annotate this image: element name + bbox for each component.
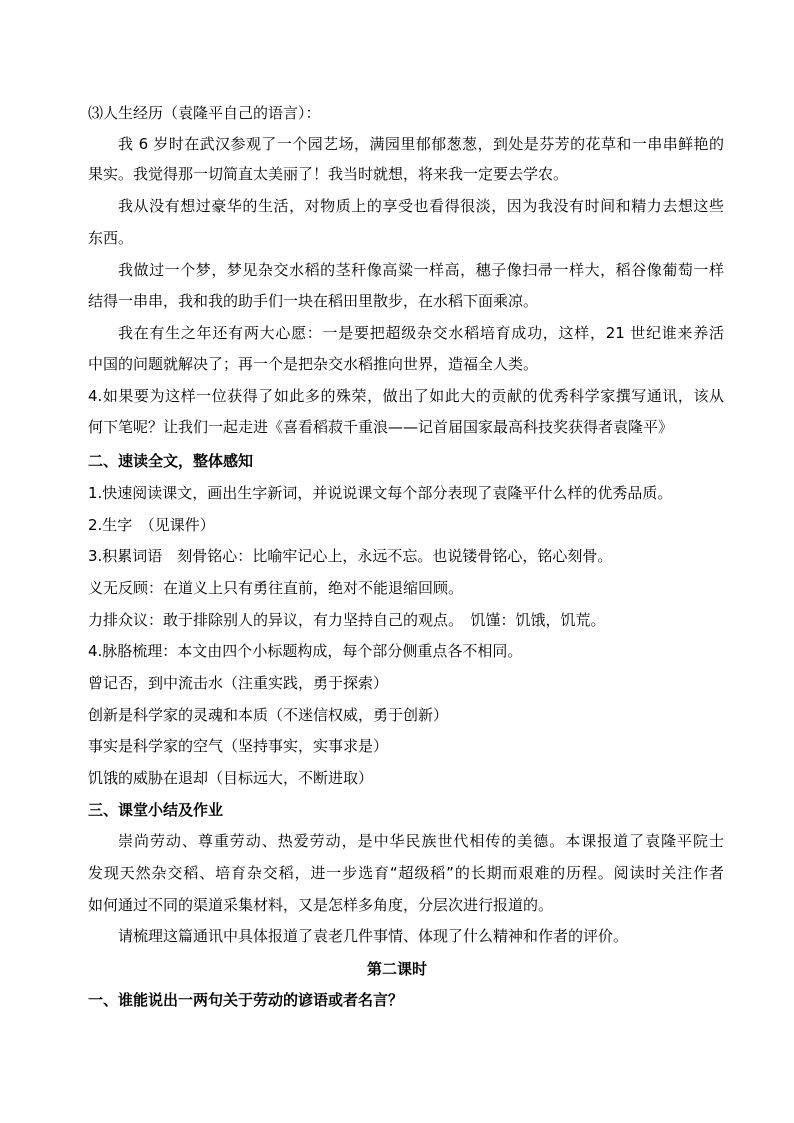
paragraph-line: 果实。我觉得那一切简直太美丽了！我当时就想，将来我一定要去学农。	[88, 165, 569, 183]
list-item: 创新是科学家的灵魂和本质（不迷信权威，勇于创新）	[88, 706, 449, 724]
list-item: 3.积累词语 刻骨铭心：比喻牢记心上，永远不忘。也说镂骨铭心，铭心刻骨。	[88, 547, 613, 565]
paragraph-line: 我 6 岁时在武汉参观了一个园艺场，满园里郁郁葱葱，到处是芬芳的花草和一串串鲜艳的	[118, 135, 724, 153]
paragraph-line: 我从没有想过豪华的生活，对物质上的享受也看得很淡，因为我没有时间和精力去想这些	[118, 197, 724, 215]
list-item: 曾记否，到中流击水（注重实践，勇于探索）	[88, 674, 389, 692]
paragraph-line: 结得一串串，我和我的助手们一块在稻田里散步，在水稻下面乘凉。	[88, 292, 539, 310]
list-item: 2.生字 （见课件）	[88, 516, 215, 534]
section-heading-3: 三、课堂小结及作业	[88, 801, 224, 819]
paragraph-line: 中国的问题就解决了；再一个是把杂交水稻推向世界，造福全人类。	[88, 355, 539, 373]
paragraph-line: 东西。	[88, 229, 134, 247]
paragraph-line: 崇尚劳动、尊重劳动、热爱劳动，是中华民族世代相传的美德。本课报道了袁隆平院士	[118, 832, 724, 850]
list-item: 事实是科学家的空气（坚持事实，实事求是）	[88, 737, 389, 755]
list-item: 饥饿的威胁在退却（目标远大，不断进取）	[88, 769, 374, 787]
lesson-title: 第二课时	[366, 960, 427, 978]
paragraph-line: 何下笔呢？让我们一起走进《喜看稻菽千重浪——记首届国家最高科技奖获得者袁隆平》	[88, 418, 674, 436]
list-item: 义无反顾：在道义上只有勇往直前，绝对不能退缩回顾。	[88, 579, 464, 597]
subheading-life-experience: ⑶人生经历（袁隆平自己的语言）：	[88, 104, 321, 122]
list-item: 4.脉胳梳理：本文由四个小标题构成，每个部分侧重点各不相同。	[88, 642, 523, 660]
list-item: 1.快速阅读课文，画出生字新词，并说说课文每个部分表现了袁隆平什么样的优秀品质。	[88, 484, 673, 502]
paragraph-line: 如何通过不同的渠道采集材料，又是怎样多角度，分层次进行报道的。	[88, 896, 554, 914]
paragraph-line: 我做过一个梦，梦见杂交水稻的茎秆像高粱一样高，穗子像扫帚一样大，稻谷像葡萄一样	[118, 261, 724, 279]
paragraph-line: 我在有生之年还有两大心愿：一是要把超级杂交水稻培育成功，这样，21 世纪谁来养活	[118, 324, 724, 342]
section-heading-2: 二、速读全文，整体感知	[88, 452, 254, 470]
section-heading-1: 一、谁能说出一两句关于劳动的谚语或者名言？	[88, 991, 404, 1009]
list-item: 力排众议：敢于排除别人的异议，有力坚持自己的观点。 饥馑：饥饿，饥荒。	[88, 611, 606, 629]
paragraph-line: 发现天然杂交稻、培育杂交稻，进一步选育“超级稻”的长期而艰难的历程。阅读时关注作者	[88, 864, 724, 882]
paragraph-line: 4.如果要为这样一位获得了如此多的殊荣，做出了如此大的贡献的优秀科学家撰写通讯，该从	[88, 387, 724, 405]
assignment-line: 请梳理这篇通讯中具体报道了袁老几件事情、体现了什么精神和作者的评价。	[118, 927, 629, 945]
